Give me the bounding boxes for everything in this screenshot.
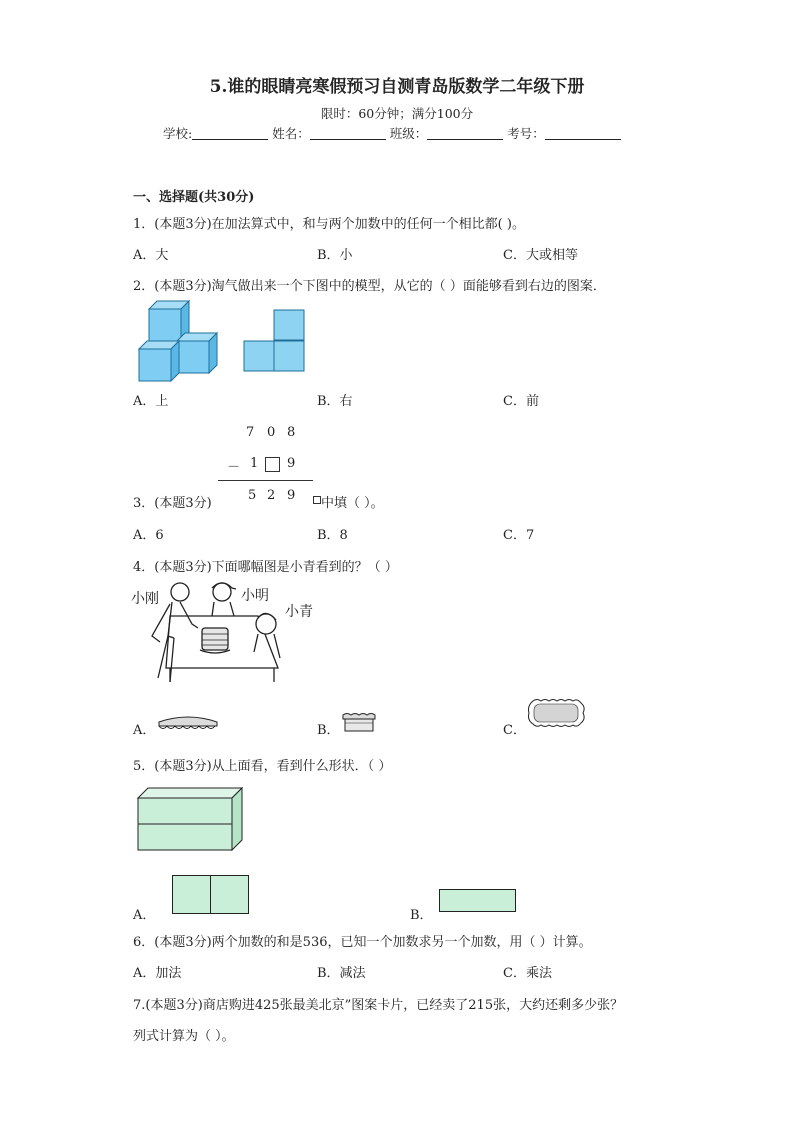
q6-option-a[interactable]: A．加法 bbox=[133, 966, 182, 981]
q3-option-b[interactable]: B．8 bbox=[317, 528, 348, 543]
q4-option-a[interactable]: A． bbox=[133, 723, 156, 738]
exam-number-blank[interactable] bbox=[545, 127, 621, 140]
q5-option-b-rectangle-icon bbox=[439, 889, 517, 913]
q1-option-b[interactable]: B．小 bbox=[317, 248, 353, 263]
name-label: 姓名： bbox=[272, 126, 310, 141]
calc-blank-box[interactable] bbox=[265, 457, 280, 472]
q6-option-b[interactable]: B．减法 bbox=[317, 966, 366, 981]
question-7-stem-line2: 列式计算为（ ）。 bbox=[133, 1029, 235, 1044]
q5-option-a[interactable]: A． bbox=[133, 908, 156, 923]
question-6-stem: 6．(本题3分)两个加数的和是536，已知一个加数求另一个加数，用（ ）计算。 bbox=[133, 935, 592, 950]
question-7-stem: 7.(本题3分)商店购进425张最美北京”图案卡片，已经卖了215张，大约还剩多少张？ bbox=[133, 998, 624, 1013]
page-title: 5.谁的眼睛亮寒假预习自测青岛版数学二年级下册 bbox=[209, 77, 585, 97]
q3-option-a[interactable]: A．6 bbox=[133, 528, 164, 543]
question-1-stem: 1．(本题3分)在加法算式中，和与两个加数中的任何一个相比都( )。 bbox=[133, 217, 525, 232]
q2-option-a[interactable]: A．上 bbox=[133, 394, 169, 409]
question-2-stem: 2．(本题3分)淘气做出来一个下图中的模型，从它的（ ）面能够看到右边的图案． bbox=[133, 279, 606, 294]
small-box-icon bbox=[313, 496, 321, 504]
calc-bottom-digit-3: 9 bbox=[287, 488, 296, 503]
q4-option-c[interactable]: C． bbox=[503, 723, 526, 738]
school-blank[interactable] bbox=[192, 127, 268, 140]
view-pattern-figure bbox=[243, 310, 305, 372]
calc-bottom-digit-2: 2 bbox=[267, 488, 276, 503]
class-label: 班级： bbox=[389, 126, 428, 141]
calc-top-digit-3: 8 bbox=[287, 425, 296, 440]
q4-option-c-bread-top-icon bbox=[525, 697, 587, 729]
calc-top-digit-1: 7 bbox=[246, 425, 255, 440]
calc-bottom-digit-1: 5 bbox=[248, 488, 257, 503]
calc-minus-sign: － bbox=[227, 460, 241, 475]
exam-number-label: 考号： bbox=[507, 126, 545, 141]
student-info-line bbox=[163, 124, 621, 142]
cube-model-figure bbox=[137, 299, 219, 381]
calc-rule-line bbox=[218, 480, 313, 481]
calc-mid-digit-1: 1 bbox=[250, 456, 259, 471]
time-limit: 限时：60分钟；满分100分 bbox=[320, 106, 474, 121]
children-table-illustration bbox=[140, 578, 290, 686]
q2-option-c[interactable]: C．前 bbox=[503, 394, 539, 409]
name-xiaoming: 小明 bbox=[241, 588, 269, 604]
calc-top-digit-2: 0 bbox=[267, 425, 276, 440]
name-blank[interactable] bbox=[310, 127, 386, 140]
name-xiaogang: 小刚 bbox=[131, 591, 159, 607]
q5-option-a-two-squares-icon bbox=[172, 875, 249, 915]
question-3-suffix: 中填（ ）。 bbox=[321, 496, 384, 511]
cuboid-stack-figure bbox=[138, 786, 244, 852]
name-xiaoqing: 小青 bbox=[285, 604, 313, 620]
question-4-stem: 4．(本题3分)下面哪幅图是小青看到的？（ ） bbox=[133, 560, 398, 575]
q4-option-b-bread-front-icon bbox=[339, 711, 379, 735]
q3-option-c[interactable]: C．7 bbox=[503, 528, 535, 543]
q5-option-b[interactable]: B． bbox=[410, 908, 433, 923]
section-heading: 一、选择题(共30分) bbox=[133, 190, 255, 205]
question-3-stem: 3．(本题3分) bbox=[133, 496, 212, 511]
q6-option-c[interactable]: C．乘法 bbox=[503, 966, 552, 981]
q4-option-b[interactable]: B． bbox=[317, 723, 340, 738]
class-blank[interactable] bbox=[427, 127, 503, 140]
q2-option-b[interactable]: B．右 bbox=[317, 394, 353, 409]
school-label: 学校: bbox=[163, 126, 193, 141]
q1-option-a[interactable]: A．大 bbox=[133, 248, 169, 263]
q1-option-c[interactable]: C．大或相等 bbox=[503, 248, 578, 263]
question-5-stem: 5．(本题3分)从上面看，看到什么形状．（ ） bbox=[133, 759, 392, 774]
calc-mid-digit-3: 9 bbox=[287, 456, 296, 471]
q4-option-a-bread-side-icon bbox=[157, 714, 219, 734]
